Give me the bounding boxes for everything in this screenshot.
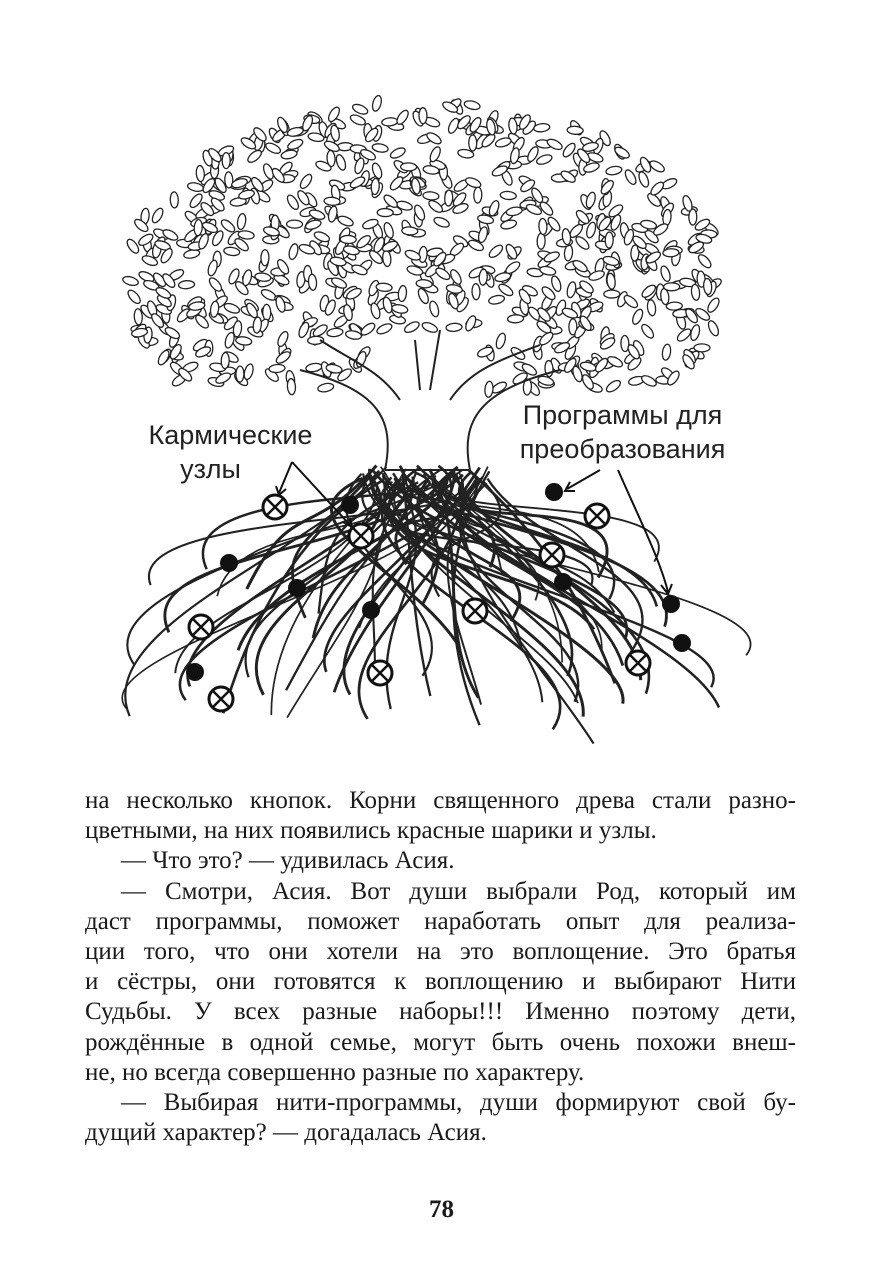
leaf [389,146,407,160]
leaf [376,283,393,292]
text-line: даст программы, поможет наработать опыт для реализа- [85,907,796,935]
leaf [479,269,488,285]
leaf [500,191,517,200]
leaf [401,163,417,171]
text-line: цветными, на них появились красные шарики и узлы. [85,817,657,845]
leaf [666,302,682,311]
leaf [506,206,523,217]
leaf [664,283,680,291]
leaf [484,381,493,398]
leaf [280,149,297,160]
leaf [351,102,369,116]
leaf [207,276,223,293]
leaf [206,259,218,277]
text-line: ции того, что они хотели на это воплощение. Это братья [85,937,796,965]
leaf [646,299,656,316]
leaf [538,218,547,234]
leaf [276,330,290,348]
leaf [246,148,263,164]
leaf [537,233,545,249]
leaf [238,230,255,240]
leaf [349,175,367,190]
label-karmic-knots [133,418,328,486]
leaf [423,191,440,200]
leaf [419,108,427,124]
label-programs [500,398,745,466]
leaf [298,173,314,191]
leaf [326,328,343,338]
leaf [134,309,143,326]
leaf [448,268,463,286]
leaf [301,114,315,132]
leaf [477,226,489,244]
program-dot [220,554,238,572]
leaf [464,314,478,332]
leaf [567,126,583,135]
leaf [194,219,203,235]
leaf [377,208,393,216]
text-line: — Выбирая нити-программы, души формируют свой бу- [121,1088,796,1116]
leaf [487,243,504,260]
leaf [469,135,477,151]
leaf [349,113,367,127]
label-line: узлы [180,454,241,484]
leaf [264,141,282,155]
leaf [359,321,377,337]
leaf [402,226,418,235]
leaf [126,288,143,305]
leaf [659,265,672,283]
text-line: — Что это? — удивилась Асия. [121,847,455,875]
leaf [706,296,722,314]
text-line: дущий характер? — догадалась Асия. [85,1119,487,1147]
leaf [622,293,639,309]
leaf [125,237,141,255]
leaf [395,108,411,126]
leaf [446,323,463,332]
page-number: 78 [429,1196,454,1223]
leaf [487,199,500,217]
leaf [330,276,348,290]
leaf [474,187,483,203]
leaf [428,300,440,318]
program-dot [545,483,563,501]
leaf [375,322,393,336]
leaf [288,243,300,260]
leaf [588,269,606,282]
body-text [85,786,796,1148]
leaf [196,165,205,182]
leaf [433,216,451,229]
leaf [494,136,512,148]
leaf [605,165,622,176]
leaf [425,131,443,146]
program-dot [662,595,680,613]
leaf [585,191,597,209]
text-line: не, но всегда совершенно разные по характеру. [85,1058,585,1086]
leaf [421,321,439,335]
leaf [263,304,271,320]
arrow [618,470,672,594]
leaf [269,364,286,373]
text-line: Судьбы. У всех разные наборы!!! Именно поэтому дети, [85,998,796,1026]
leaf [661,344,671,361]
leaf [637,171,650,189]
leaf [535,153,553,166]
leaf [464,176,482,189]
leaf [605,378,623,394]
leaf [546,137,564,151]
program-dot [288,579,306,597]
leaf [372,143,389,154]
label-line: Кармические [148,420,313,450]
leaf [663,248,679,257]
leaf [223,302,241,315]
leaf [604,290,620,298]
leaf [236,213,246,230]
leaf [472,284,480,300]
program-dot [341,496,359,514]
leaf [236,366,244,382]
leaf [463,99,480,110]
leaf [371,95,383,113]
leaf [696,253,713,270]
leaf [418,246,427,263]
leaf [261,250,269,266]
leaf [504,260,522,276]
program-dot [186,663,204,681]
leaf [337,214,355,227]
leaf [428,145,442,163]
program-dot [554,573,572,591]
leaf [398,285,408,302]
text-line: и сёстры, они готовятся к воплощению и выбирают Нити [85,968,796,996]
leaf [317,382,334,393]
leaf [304,218,322,231]
leaf [178,280,195,289]
leaf [335,154,348,172]
leaf [488,294,505,305]
leaf [223,246,240,256]
leaf [170,192,179,208]
leaf [382,250,392,267]
leaf [689,324,701,342]
leaf [566,281,577,298]
leaf [382,221,395,239]
leaf [605,232,613,248]
label-line: Программы для [522,400,723,430]
leaf [222,153,230,169]
leaf [324,197,341,206]
leaf [706,319,720,337]
text-line: — Смотри, Асия. Вот души выбрали Род, который им [121,877,796,905]
leaf [640,374,658,389]
leaf [221,352,230,368]
program-dot [362,601,380,619]
leaf [640,322,656,340]
leaf [495,332,508,350]
leaf [340,235,356,243]
arrow [565,470,600,491]
text-line: на несколько кнопок. Корни священного древа стали разно- [85,787,796,814]
leaf [286,137,304,151]
leaf [404,248,422,262]
leaf [507,314,523,323]
leaf [287,378,296,395]
leaf [150,207,165,225]
leaf [297,321,311,339]
program-dot [673,634,691,652]
text-line: рождённые в одной семье, могут быть очень похожи внеш- [85,1028,796,1056]
leaf [631,308,645,326]
leaf [327,150,336,166]
leaf [427,198,445,214]
leaf [444,190,453,206]
label-line: преобразования [519,434,726,464]
leaf [122,275,140,287]
leaf [286,220,302,228]
